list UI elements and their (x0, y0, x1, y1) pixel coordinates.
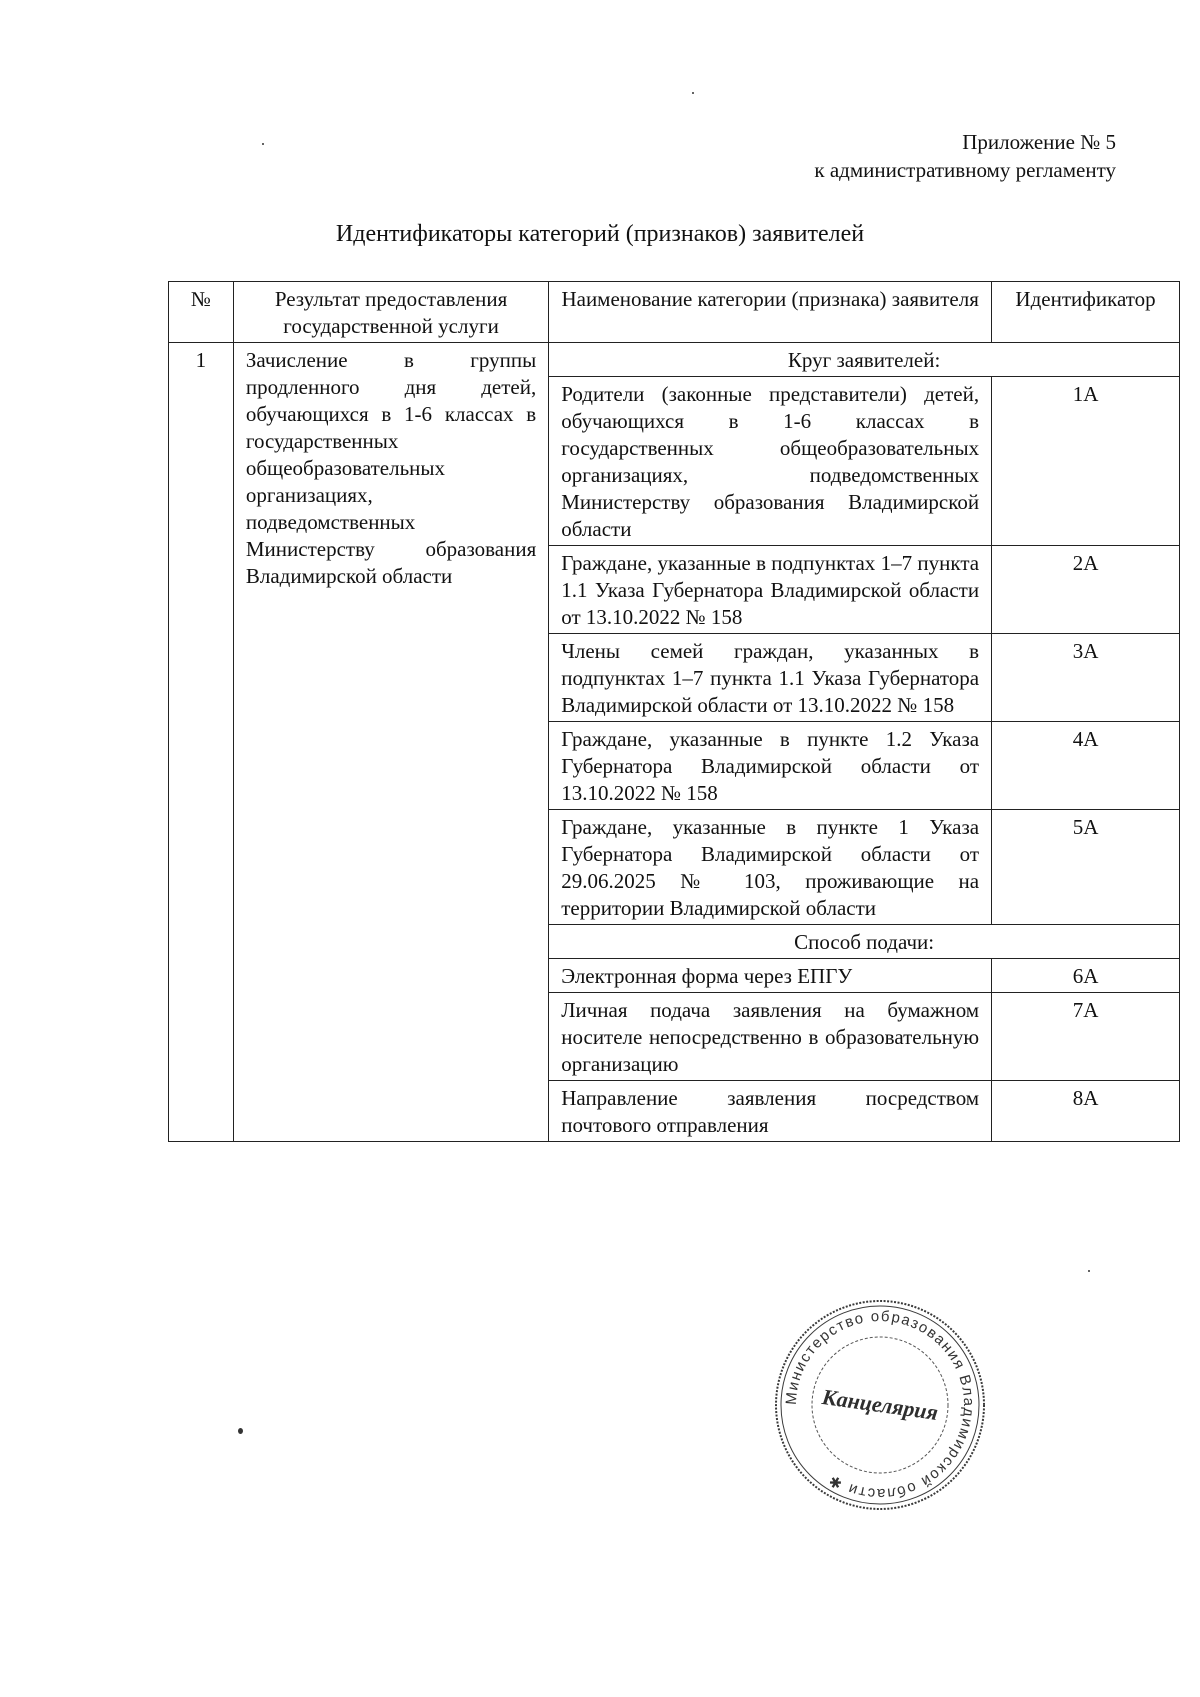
category-identifier: 3А (992, 634, 1180, 722)
appendix-header (616, 128, 1116, 184)
category-name: Родители (законные представители) детей, обучающихся в 1-6 классах в государственных общеобразовательных организациях, подведомственных Министерству образования Владимирской области (549, 377, 992, 546)
column-header-number: № (169, 282, 234, 343)
appendix-number: Приложение № 5 (962, 130, 1116, 154)
category-identifier: 8А (992, 1081, 1180, 1142)
category-identifier: 1А (992, 377, 1180, 546)
table-header-row (169, 282, 1180, 343)
section-title-applicants: Круг заявителей: (549, 343, 1180, 377)
category-name: Граждане, указанные в подпунктах 1–7 пункта 1.1 Указа Губернатора Владимирской области от 13.10.2022 № 158 (549, 546, 992, 634)
service-result: Зачисление в группы продленного дня детей, обучающихся в 1-6 классах в государственных общеобразовательных организациях, подведомственных Министерству образования Владимирской области (233, 343, 548, 1142)
column-header-result: Результат предоставления государственной услуги (233, 282, 548, 343)
category-identifier: 7А (992, 993, 1180, 1081)
scan-speck (238, 1428, 243, 1434)
scan-speck (262, 143, 264, 145)
category-identifier: 5А (992, 810, 1180, 925)
office-stamp (770, 1295, 990, 1515)
row-number: 1 (169, 343, 234, 1142)
category-identifier: 2А (992, 546, 1180, 634)
stamp-center-text: Канцелярия (820, 1384, 940, 1426)
identifiers-table (168, 281, 1180, 1142)
category-name: Члены семей граждан, указанных в подпунктах 1–7 пункта 1.1 Указа Губернатора Владимирской области от 13.10.2022 № 158 (549, 634, 992, 722)
column-header-identifier: Идентификатор (992, 282, 1180, 343)
appendix-reference: к административному регламенту (814, 158, 1116, 182)
category-name: Направление заявления посредством почтового отправления (549, 1081, 992, 1142)
section-title-submission: Способ подачи: (549, 925, 1180, 959)
scan-speck (692, 92, 694, 94)
category-identifier: 6А (992, 959, 1180, 993)
category-name: Электронная форма через ЕПГУ (549, 959, 992, 993)
section-row (169, 343, 1180, 377)
category-name: Граждане, указанные в пункте 1.2 Указа Губернатора Владимирской области от 13.10.2022 № 158 (549, 722, 992, 810)
document-title: Идентификаторы категорий (признаков) заявителей (335, 221, 865, 247)
category-name: Личная подача заявления на бумажном носителе непосредственно в образовательную организацию (549, 993, 992, 1081)
stamp-ring-text: Министерство образования Владимирской области ✱ (782, 1307, 978, 1503)
scan-speck (1088, 1270, 1090, 1272)
column-header-category: Наименование категории (признака) заявителя (549, 282, 992, 343)
category-identifier: 4А (992, 722, 1180, 810)
category-name: Граждане, указанные в пункте 1 Указа Губернатора Владимирской области от 29.06.2025 № 103, проживающие на территории Владимирской области (549, 810, 992, 925)
